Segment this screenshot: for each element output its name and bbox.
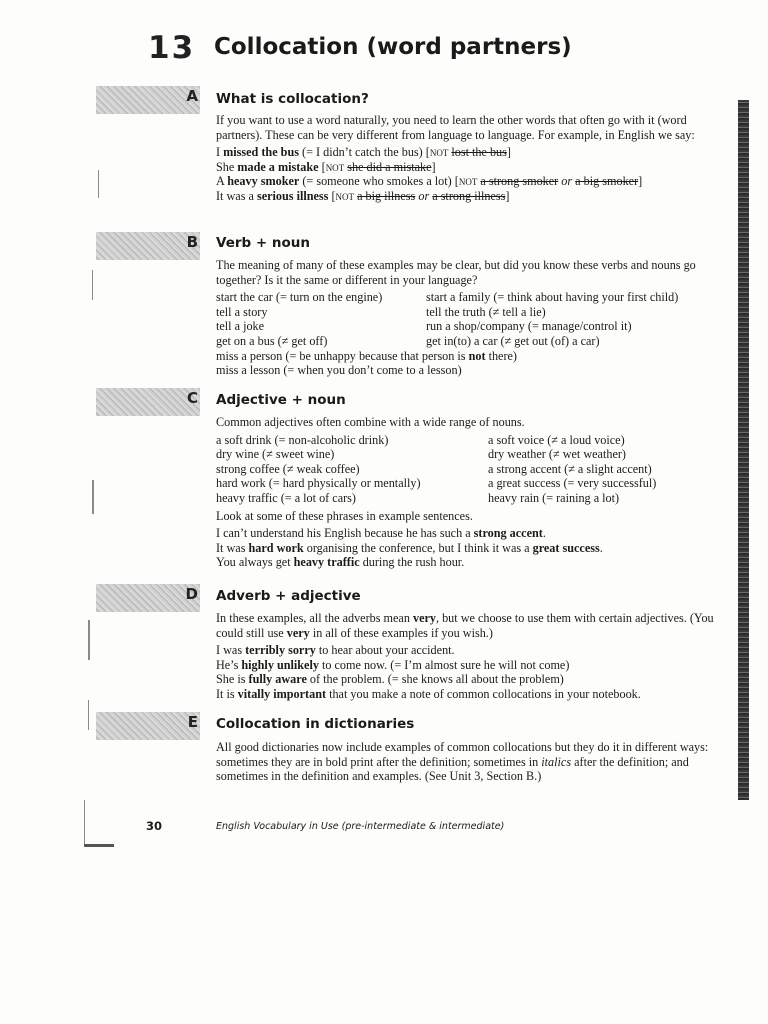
margin-scan-mark [92, 480, 94, 514]
section-body [216, 258, 736, 378]
collocation-row: get on a bus (≠ get off) get in(to) a car (≠ get out (of) a car) [216, 333, 600, 348]
margin-scan-mark [98, 170, 99, 198]
unit-number: 13 [148, 30, 196, 66]
collocation-line: miss a lesson (= when you don’t come to a lesson) [216, 363, 462, 378]
page-title: Collocation (word partners) [214, 34, 572, 60]
right-edge-bar [738, 100, 749, 800]
section-tab-c [96, 388, 200, 416]
section-letter: C [186, 389, 198, 407]
section-tab-d [96, 584, 200, 612]
margin-scan-mark [88, 700, 89, 730]
example-sentence: You always get heavy traffic during the rush hour. [216, 555, 465, 570]
example-sentence: It was hard work organising the conference, but I think it was a great success. [216, 540, 603, 555]
example-sentence: I can’t understand his English because he has such a strong accent. [216, 526, 546, 541]
section-letter: E [187, 713, 198, 731]
section-intro: The meaning of many of these examples may be clear, but did you know these verbs and nouns go together? Is it the same or different in your language? [216, 258, 696, 287]
section-tab-a [96, 86, 200, 114]
example-sentence: I was terribly sorry to hear about your accident. [216, 643, 455, 658]
section-heading: Adverb + adjective [216, 588, 361, 604]
example-sentence: She is fully aware of the problem. (= she knows all about the problem) [216, 672, 564, 687]
section-intro: If you want to use a word naturally, you need to learn the other words that often go with it (word partners). These can be very different from language to language. For example, in English we say: [216, 113, 695, 142]
section-tab-e [96, 712, 200, 740]
collocation-row: strong coffee (≠ weak coffee) a strong accent (≠ a slight accent) [216, 461, 652, 476]
collocation-row: a soft drink (= non-alcoholic drink) a soft voice (≠ a loud voice) [216, 432, 625, 447]
collocation-table [216, 433, 736, 506]
collocation-row: tell a joke run a shop/company (= manage/control it) [216, 319, 632, 334]
section-letter: B [186, 233, 198, 251]
margin-scan-mark [88, 620, 90, 660]
section-letter: A [186, 87, 198, 105]
section-heading: Verb + noun [216, 235, 311, 251]
example-sentence: It is vitally important that you make a note of common collocations in your notebook. [216, 686, 641, 701]
margin-scan-mark [84, 844, 114, 847]
section-letter: D [185, 585, 198, 603]
book-title: English Vocabulary in Use (pre-intermediate & intermediate) [216, 821, 505, 832]
example-line: It was a serious illness [not a big illness or a strong illness] [216, 188, 510, 203]
example-line: She made a mistake [not she did a mistake] [216, 159, 436, 174]
example-line: I missed the bus (= I didn’t catch the bus) [not lost the bus] [216, 145, 511, 160]
section-body [216, 113, 736, 204]
collocation-row: dry wine (≠ sweet wine) dry weather (≠ wet weather) [216, 447, 626, 462]
section-body [216, 415, 736, 570]
example-sentence: He’s highly unlikely to come now. (= I’m almost sure he will not come) [216, 657, 570, 672]
margin-scan-mark [84, 800, 85, 844]
section-intro: Common adjectives often combine with a wide range of nouns. [216, 415, 525, 429]
section-text: All good dictionaries now include examples of common collocations but they do it in different ways: sometimes they are in bold print after the definition; sometimes in italics after the definition; and sometimes in the definition and examples. (See Unit 3, Section B.) [216, 740, 709, 784]
collocation-table [216, 290, 736, 348]
section-tab-b [96, 232, 200, 260]
margin-scan-mark [92, 270, 93, 300]
section-heading: Collocation in dictionaries [216, 716, 415, 732]
section-heading: What is collocation? [216, 91, 369, 107]
section-intro: In these examples, all the adverbs mean very, but we choose to use them with certain adjectives. (You could still use very in all of these examples if you wish.) [216, 611, 714, 640]
section-body [216, 611, 736, 702]
collocation-row: start the car (= turn on the engine) start a family (= think about having your first child) [216, 290, 679, 305]
section-body [216, 740, 736, 787]
collocation-row: tell a story tell the truth (≠ tell a lie) [216, 304, 546, 319]
example-list [216, 145, 736, 203]
example-line: A heavy smoker (= someone who smokes a lot) [not a strong smoker or a big smoker] [216, 174, 643, 189]
section-heading: Adjective + noun [216, 392, 346, 408]
collocation-line: miss a person (= be unhappy because that person is not there) [216, 348, 517, 363]
page-number: 30 [146, 819, 163, 833]
section-lead: Look at some of these phrases in example sentences. [216, 508, 473, 523]
collocation-row: heavy traffic (= a lot of cars) heavy rain (= raining a lot) [216, 490, 620, 505]
collocation-row: hard work (= hard physically or mentally) a great success (= very successful) [216, 476, 657, 491]
